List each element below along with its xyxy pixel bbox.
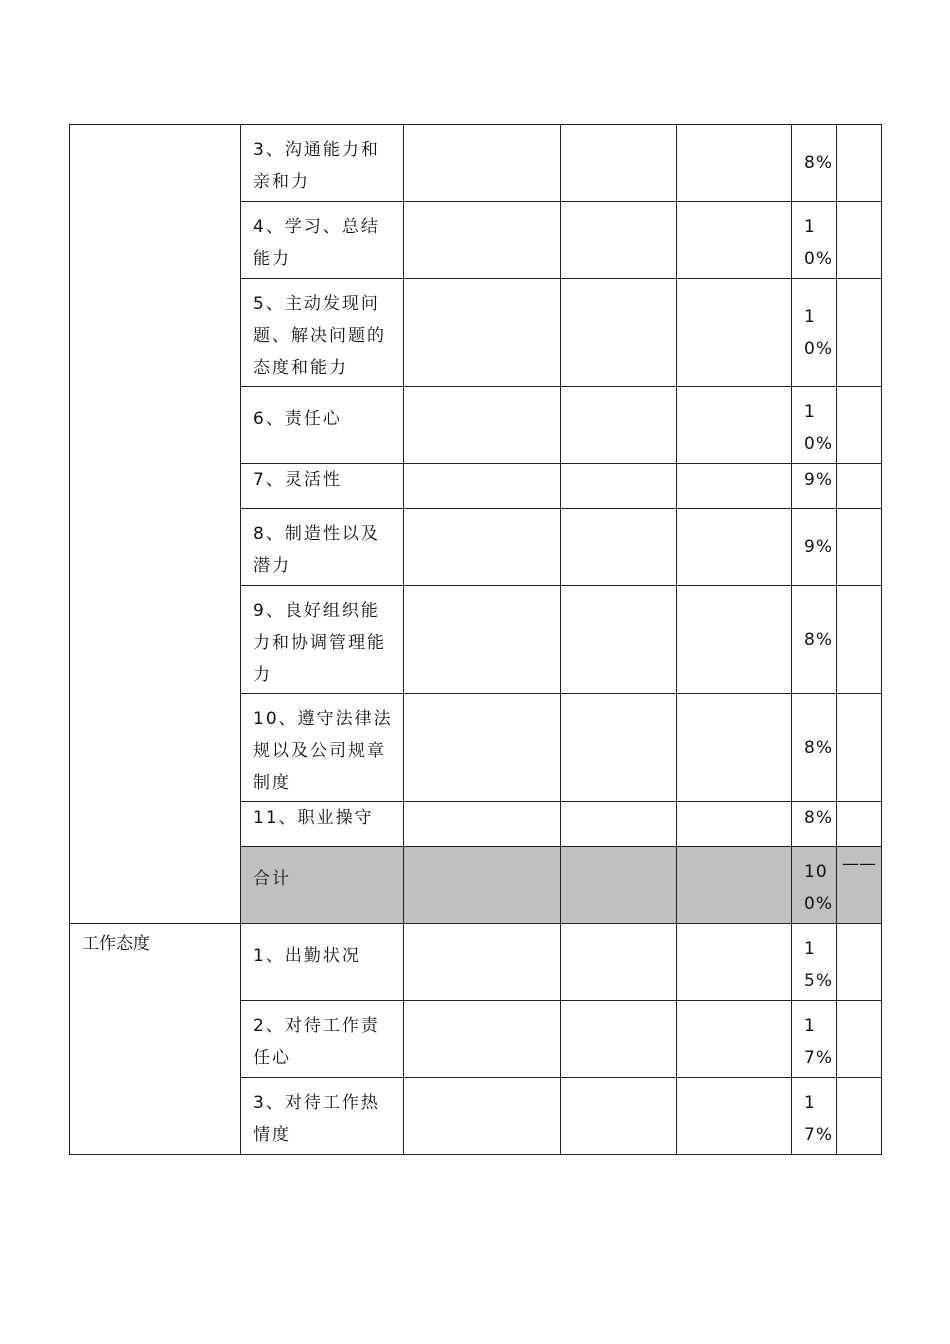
score-cell[interactable] [677,1078,792,1155]
note-cell[interactable] [837,125,882,202]
item-cell: 3、沟通能力和亲和力 [241,125,404,202]
score-cell[interactable] [561,924,677,1001]
item-cell: 8、制造性以及潜力 [241,509,404,586]
note-cell[interactable] [837,924,882,1001]
weight-cell: 8% [792,802,837,847]
score-cell[interactable] [677,279,792,387]
total-weight-cell: 100% [792,847,837,924]
total-score-cell [677,847,792,924]
weight-cell: 8% [792,694,837,802]
score-cell[interactable] [404,125,561,202]
weight-cell: 8% [792,125,837,202]
weight-cell: 8% [792,586,837,694]
item-cell [241,387,404,464]
total-label-cell [241,847,404,924]
score-cell[interactable] [677,509,792,586]
item-cell: 2、对待工作责任心 [241,1001,404,1078]
note-cell[interactable] [837,1078,882,1155]
score-cell[interactable] [561,1078,677,1155]
item-cell: 10、遵守法律法规以及公司规章制度 [241,694,404,802]
item-cell: 11、职业操守 [241,802,404,847]
item-cell: 4、学习、总结能力 [241,202,404,279]
note-cell[interactable] [837,802,882,847]
score-cell[interactable] [677,694,792,802]
note-cell[interactable] [837,387,882,464]
table-row [70,125,882,202]
score-cell[interactable] [561,125,677,202]
note-cell[interactable] [837,279,882,387]
weight-cell: 15% [792,924,837,1001]
weight-cell: 17% [792,1078,837,1155]
item-cell: 7、灵活性 [241,464,404,509]
score-cell[interactable] [561,509,677,586]
score-cell[interactable] [404,802,561,847]
total-note-cell: —— [837,847,882,924]
score-cell[interactable] [404,694,561,802]
total-score-cell [404,847,561,924]
score-cell[interactable] [677,924,792,1001]
item-cell: 5、主动发现问题、解决问题的态度和能力 [241,279,404,387]
score-cell[interactable] [561,586,677,694]
score-cell[interactable] [561,802,677,847]
item-cell: 3、对待工作热情度 [241,1078,404,1155]
score-cell[interactable] [677,586,792,694]
score-cell[interactable] [404,586,561,694]
weight-cell: 9% [792,509,837,586]
score-cell[interactable] [561,1001,677,1078]
score-cell[interactable] [677,1001,792,1078]
score-cell[interactable] [404,1078,561,1155]
score-cell[interactable] [561,464,677,509]
total-score-cell [561,847,677,924]
score-cell[interactable] [404,464,561,509]
score-cell[interactable] [404,202,561,279]
score-cell[interactable] [404,924,561,1001]
score-cell[interactable] [404,1001,561,1078]
weight-cell: 10% [792,387,837,464]
category-cell [70,125,241,924]
item-label: 6、责任心 [253,409,342,429]
score-cell[interactable] [677,125,792,202]
table-row [70,924,882,1001]
total-label: 合计 [253,869,291,889]
weight-cell: 9% [792,464,837,509]
category-cell: 工作态度 [70,924,241,1155]
note-cell[interactable] [837,464,882,509]
note-cell[interactable] [837,509,882,586]
score-cell[interactable] [677,464,792,509]
item-cell [241,924,404,1001]
score-cell[interactable] [677,802,792,847]
evaluation-table [69,124,882,1155]
item-cell: 9、良好组织能力和协调管理能力 [241,586,404,694]
note-cell[interactable] [837,202,882,279]
score-cell[interactable] [404,387,561,464]
score-cell[interactable] [561,387,677,464]
score-cell[interactable] [561,202,677,279]
score-cell[interactable] [677,202,792,279]
score-cell[interactable] [677,387,792,464]
note-cell[interactable] [837,694,882,802]
weight-cell: 10% [792,202,837,279]
score-cell[interactable] [561,279,677,387]
note-cell[interactable] [837,1001,882,1078]
weight-cell: 17% [792,1001,837,1078]
note-cell[interactable] [837,586,882,694]
score-cell[interactable] [404,509,561,586]
score-cell[interactable] [404,279,561,387]
item-label: 1、出勤状况 [253,946,361,966]
weight-cell: 10% [792,279,837,387]
score-cell[interactable] [561,694,677,802]
